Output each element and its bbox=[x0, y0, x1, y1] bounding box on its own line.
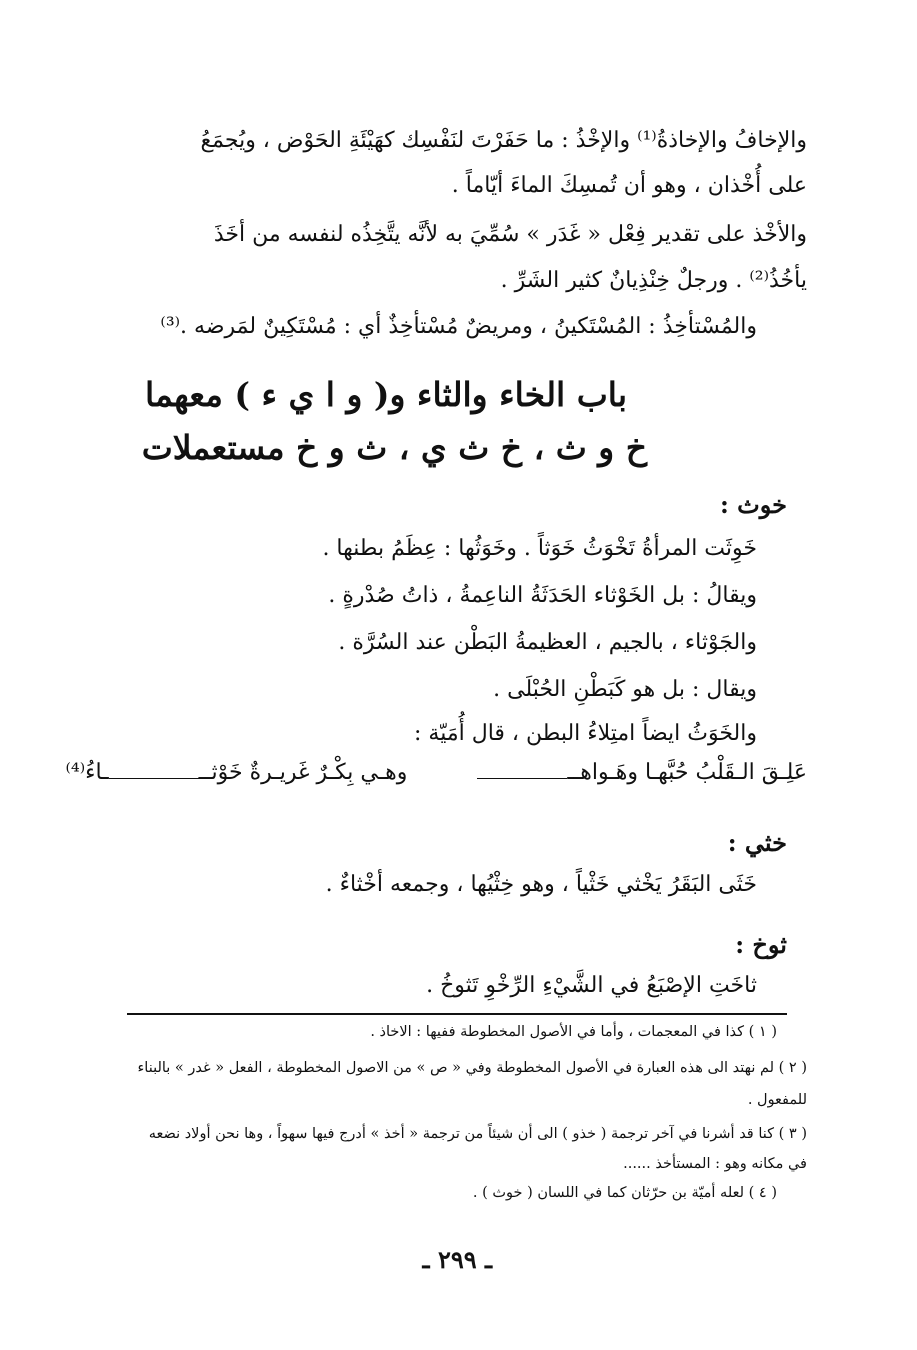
verse-elongation bbox=[109, 768, 199, 779]
footnote: ( ٤ ) لعله أميّة بن حرّثان كما في اللسان ( خوث ) . bbox=[472, 1185, 777, 1201]
text-line: والأخْذ على تقدير فِعْل « غَدَر » سُمِّيَ به لأنَّه يتَّخِذُه لنفسه من أخَذَ bbox=[213, 222, 807, 247]
headword: خوث : bbox=[719, 490, 787, 519]
verse-line bbox=[66, 760, 807, 785]
footnote-divider bbox=[127, 1013, 787, 1015]
verse-second-half: وهـي بِكْـرٌ غَريـرةٌ خَوْثــ bbox=[198, 760, 408, 785]
text-line: خَثَى البَقَرُ يَخْثي خَثْياً ، وهو خِثْيُها ، وجمعه أخْثاءٌ . bbox=[325, 872, 757, 897]
verse-end: ـاءُ⁽⁴⁾ bbox=[65, 760, 109, 785]
text-line: على أُخْذان ، وهو أن تُمسِكَ الماءَ أيّاماً . bbox=[451, 173, 807, 198]
chapter-subheading: خ و ث ، خ ث ي ، ث و خ مستعملات bbox=[141, 428, 647, 467]
text-line: ويقال : بل هو كَبَطْنِ الحُبْلَى . bbox=[493, 677, 757, 702]
text-line: والمُسْتأخِذُ : المُسْتَكينُ ، ومريضٌ مُسْتأخِذٌ أي : مُسْتَكِينٌ لمَرضه .⁽³⁾ bbox=[160, 314, 757, 339]
verse-elongation bbox=[477, 768, 567, 779]
text-line: يأخُذُ⁽²⁾ . ورجلٌ خِنْذِيانٌ كثير الشَرِّ . bbox=[500, 268, 807, 293]
text-line: والإخافُ والإخاذةُ⁽¹⁾ والإخْذُ : ما حَفَرْتَ لنَفْسِك كهَيْئَةِ الحَوْض ، ويُجمَعُ bbox=[200, 128, 807, 153]
chapter-heading: باب الخاء والثاء و( و ا ي ء ) معهما bbox=[144, 375, 627, 414]
text-line: والخَوَثُ ايضاً امتِلاءُ البطن ، قال أُمَيّة : bbox=[414, 721, 757, 746]
page-number: ـ ٢٩٩ ـ bbox=[422, 1245, 492, 1274]
footnote: ( ٣ ) كنا قد أشرنا في آخر ترجمة ( خذو ) الى أن شيئاً من ترجمة « أخذ » أدرج فيها سهواً ، وها نحن أولاد نضعه bbox=[148, 1126, 807, 1142]
footnote: ( ١ ) كذا في المعجمات ، وأما في الأصول المخطوطة ففيها : الاخاذ . bbox=[370, 1024, 777, 1040]
footnote: ( ٢ ) لم نهتد الى هذه العبارة في الأصول المخطوطة وفي « ص » من الاصول المخطوطة ، الفعل « غدر » بالبناء bbox=[137, 1060, 807, 1076]
text-line: والجَوْثاء ، بالجيم ، العظيمةُ البَطْن عند السُرَّة . bbox=[338, 630, 757, 655]
verse-first-half: عَلِـقَ الـقَلْبُ حُبَّهـا وهَـواهــ bbox=[567, 760, 807, 785]
text-line: خَوِثَت المرأةُ تَخْوَثُ خَوَثاً . وخَوَثُها : عِظَمُ بطنها . bbox=[322, 536, 757, 561]
headword: ثوخ : bbox=[735, 930, 787, 959]
text-line: ويقالُ : بل الخَوْثاء الحَدَثَةُ الناعِمةُ ، ذاتُ صُدْرةٍ . bbox=[328, 583, 757, 608]
text-line: ثاخَتِ الإصْبَعُ في الشَّيْءِ الرِّخْوِ تَثوخُ . bbox=[426, 973, 757, 998]
headword: خثي : bbox=[727, 828, 787, 857]
footnote-continuation: في مكانه وهو : المستأخذ ...... bbox=[623, 1156, 807, 1172]
footnote-continuation: للمفعول . bbox=[747, 1092, 807, 1108]
